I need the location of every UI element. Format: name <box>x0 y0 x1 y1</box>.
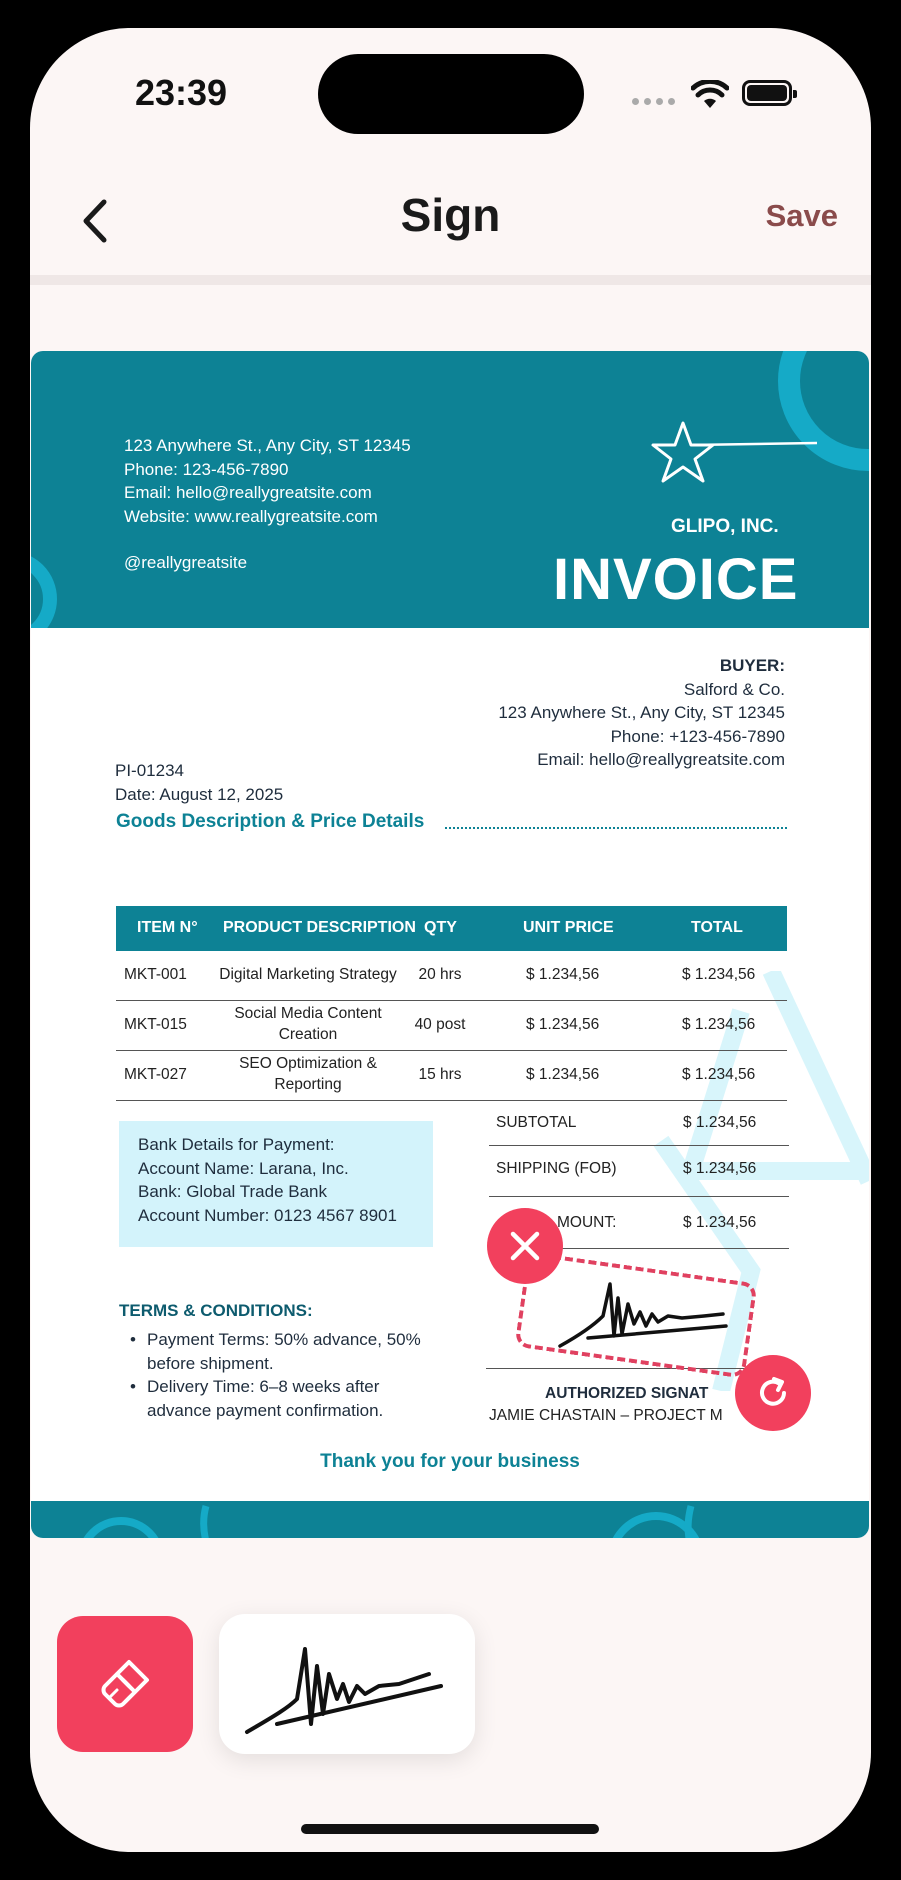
decorative-swirls <box>31 1501 869 1538</box>
invoice-id: PI-01234 <box>115 761 184 780</box>
subtotal-value: $ 1.234,56 <box>683 1114 757 1131</box>
buyer-address: 123 Anywhere St., Any City, ST 12345 <box>498 703 785 722</box>
table-row <box>116 1051 787 1101</box>
brush-icon <box>95 1654 155 1714</box>
cell-total: $ 1.234,56 <box>682 1066 756 1083</box>
rotate-icon <box>753 1373 793 1413</box>
thanks-message: Thank you for your business <box>320 1451 580 1472</box>
buyer-phone: Phone: +123-456-7890 <box>610 726 785 746</box>
battery-icon <box>742 80 792 106</box>
dynamic-island <box>318 54 584 134</box>
col-header: ITEM N° <box>137 919 198 936</box>
buyer-block <box>498 654 785 772</box>
cell-desc: Digital Marketing Strategy <box>219 966 397 983</box>
terms-text: advance payment confirmation. <box>147 1400 384 1420</box>
amount-value: $ 1.234,56 <box>683 1214 757 1231</box>
decorative-ring <box>31 551 57 628</box>
cell-item: MKT-001 <box>124 966 187 983</box>
saved-signature-thumbnail[interactable] <box>219 1614 475 1754</box>
invoice-title: INVOICE <box>553 547 799 612</box>
cell-unit: $ 1.234,56 <box>526 1016 600 1033</box>
cell-item: MKT-027 <box>124 1066 187 1083</box>
col-header: TOTAL <box>691 919 743 936</box>
terms-text: • Payment Terms: 50% advance, 50% <box>147 1330 421 1349</box>
totals-divider <box>489 1145 789 1146</box>
shipping-value: $ 1.234,56 <box>683 1160 757 1177</box>
cell-desc: SEO Optimization & <box>239 1055 377 1072</box>
status-time: 23:39 <box>135 72 228 113</box>
dotted-divider <box>445 827 787 829</box>
goods-title: Goods Description & Price Details <box>116 811 425 832</box>
cell-desc: Social Media Content <box>234 1005 382 1022</box>
col-header: QTY <box>424 919 457 936</box>
placed-signature[interactable] <box>548 1276 748 1356</box>
seller-contact <box>124 434 411 528</box>
cell-unit: $ 1.234,56 <box>526 1066 600 1083</box>
signature-preview <box>219 1614 475 1754</box>
cell-total: $ 1.234,56 <box>682 1016 756 1033</box>
seller-phone: Phone: 123-456-7890 <box>124 459 289 479</box>
screen <box>30 28 871 1852</box>
authorized-signature-label: AUTHORIZED SIGNAT <box>545 1385 709 1402</box>
signer-name-text: JAMIE CHASTAIN – PROJECT M <box>489 1407 723 1424</box>
subtotal-label: SUBTOTAL <box>496 1114 577 1131</box>
buyer-label: BUYER: <box>719 656 785 675</box>
cell-item: MKT-015 <box>124 1016 187 1033</box>
table-row <box>116 1001 787 1051</box>
bank-line: Bank: Global Trade Bank <box>138 1182 328 1201</box>
close-icon <box>507 1228 543 1264</box>
cellular-signal-icon <box>632 98 675 105</box>
col-header: UNIT PRICE <box>523 919 614 936</box>
terms-list <box>119 1328 439 1422</box>
brush-tool-button[interactable] <box>57 1616 193 1752</box>
terms-text: before shipment. <box>147 1353 274 1373</box>
bank-line: Account Number: 0123 4567 8901 <box>138 1205 397 1225</box>
terms-text: • Delivery Time: 6–8 weeks after <box>147 1377 380 1396</box>
cell-qty: 20 hrs <box>418 966 462 983</box>
bank-details <box>119 1121 433 1247</box>
table-header <box>116 906 787 951</box>
home-indicator <box>301 1824 599 1834</box>
bank-line: Bank Details for Payment: <box>138 1135 335 1154</box>
cell-unit: $ 1.234,56 <box>526 966 600 983</box>
seller-email: Email: hello@reallygreatsite.com <box>124 483 372 502</box>
seller-handle: @reallygreatsite <box>124 553 248 572</box>
cell-qty: 40 post <box>414 1016 466 1033</box>
invoice-meta <box>115 759 283 806</box>
cell-total: $ 1.234,56 <box>682 966 756 983</box>
terms-title: TERMS & CONDITIONS: <box>119 1301 313 1320</box>
table-row <box>116 951 787 1001</box>
cell-desc: Reporting <box>274 1076 342 1093</box>
amount-label: MOUNT: <box>557 1214 617 1231</box>
invoice-date: Date: August 12, 2025 <box>115 784 284 804</box>
cell-desc: Creation <box>278 1026 338 1043</box>
totals-divider <box>489 1196 789 1197</box>
page-title: Sign <box>400 189 501 241</box>
terms-item <box>119 1375 439 1422</box>
buyer-email: Email: hello@reallygreatsite.com <box>537 750 785 769</box>
shipping-label: SHIPPING (FOB) <box>496 1160 617 1177</box>
wifi-icon <box>691 80 729 110</box>
invoice-header <box>31 351 869 628</box>
seller-address: 123 Anywhere St., Any City, ST 12345 <box>124 436 411 455</box>
col-header: PRODUCT DESCRIPTION <box>223 919 416 936</box>
cell-qty: 15 hrs <box>418 1066 462 1083</box>
buyer-name: Salford & Co. <box>683 679 785 699</box>
nav-divider <box>30 275 871 285</box>
invoice-footer <box>31 1501 869 1538</box>
seller-website: Website: www.reallygreatsite.com <box>124 506 378 526</box>
company-name: GLIPO, INC. <box>671 516 779 537</box>
bank-line: Account Name: Larana, Inc. <box>138 1158 349 1178</box>
terms-item <box>119 1328 439 1375</box>
save-button[interactable]: Save <box>765 198 838 233</box>
rotate-signature-button[interactable] <box>735 1355 811 1431</box>
star-logo-icon <box>649 419 819 489</box>
delete-signature-button[interactable] <box>487 1208 563 1284</box>
